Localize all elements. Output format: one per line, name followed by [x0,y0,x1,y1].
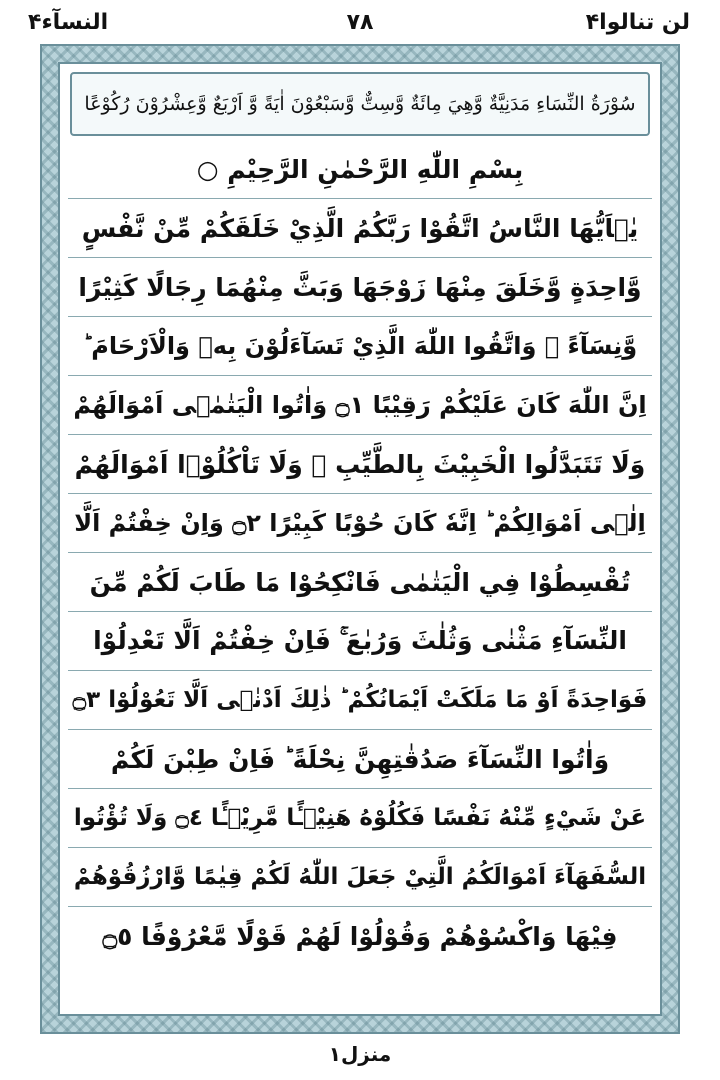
verse-line [68,907,652,965]
verse-lines [68,140,652,965]
verse-line [68,730,652,789]
verse-line [68,789,652,848]
verse-text: يٰۤاَيُّهَا النَّاسُ اتَّقُوْا رَبَّكُمُ الَّذِيْ خَلَقَكُمْ مِّنْ نَّفْسٍ [81,213,639,243]
verse-line [68,199,652,258]
page-header [0,6,720,46]
text-panel [58,62,662,1016]
page-footer [0,1042,720,1066]
verse-line [68,140,652,199]
verse-line [68,317,652,376]
verse-line [68,494,652,553]
verse-line [68,612,652,671]
verse-text: وَاٰتُوا النِّسَآءَ صَدُقٰتِهِنَّ نِحْلَةً ؕ فَاِنْ طِبْنَ لَكُمْ [110,744,610,774]
verse-text: عَنْ شَيْءٍ مِّنْهُ نَفْسًا فَكُلُوْهُ هَنِيْۤـًٔا مَّرِيْۤـًٔا ۝٤ وَلَا تُؤْتُوا [73,805,647,831]
surah-title: سُوْرَةُ النِّسَاءِ مَدَنِيَّةٌ وَّهِيَ مِائَةٌ وَّسِتٌّ وَّسَبْعُوْنَ اٰيَةً وَّ اَرْبَعٌ وَّعِشْرُوْنَ رُكُوْعًا [84,93,636,115]
verse-text: السُّفَهَآءَ اَمْوَالَكُمُ الَّتِيْ جَعَلَ اللّٰهُ لَكُمْ قِيٰمًا وَّارْزُقُوْهُمْ [73,864,647,890]
verse-text: تُقْسِطُوْا فِي الْيَتٰمٰى فَانْكِحُوْا مَا طَابَ لَكُمْ مِّنَ [89,567,631,597]
verse-text: اِنَّ اللّٰهَ كَانَ عَلَيْكُمْ رَقِيْبًا ۝١ وَاٰتُوا الْيَتٰمٰۤى اَمْوَالَهُمْ [73,391,647,419]
verse-text: وَّنِسَآءً ۚ وَاتَّقُوا اللّٰهَ الَّذِيْ تَسَآءَلُوْنَ بِهٖ وَالْاَرْحَامَ ؕ [82,332,638,360]
verse-text: النِّسَآءِ مَثْنٰى وَثُلٰثَ وَرُبٰعَ ۚ فَاِنْ خِفْتُمْ اَلَّا تَعْدِلُوْا [93,626,627,655]
page-number: ۷۸ [346,10,374,35]
verse-text: فِيْهَا وَاكْسُوْهُمْ وَقُوْلُوْا لَهُمْ قَوْلًا مَّعْرُوْفًا ۝٥ [102,921,618,951]
ornamental-border [40,44,680,1034]
para-name: لن تنالوا۴ [585,10,690,35]
verse-text: اِلٰۤى اَمْوَالِكُمْ ؕ اِنَّهٗ كَانَ حُوْبًا كَبِيْرًا ۝٢ وَاِنْ خِفْتُمْ اَلَّا [74,509,646,537]
verse-line [68,258,652,317]
verse-text: بِسْمِ اللّٰهِ الرَّحْمٰنِ الرَّحِيْمِ ○ [196,154,524,184]
surah-title-box [70,72,650,136]
verse-line [68,553,652,612]
verse-text: وَّاحِدَةٍ وَّخَلَقَ مِنْهَا زَوْجَهَا وَبَثَّ مِنْهُمَا رِجَالًا كَثِيْرًا [78,272,642,302]
verse-line [68,376,652,435]
verse-text: وَلَا تَتَبَدَّلُوا الْخَبِيْثَ بِالطَّيِّبِ ۪ وَلَا تَاْكُلُوْۤا اَمْوَالَهُمْ [74,449,646,479]
verse-text: فَوَاحِدَةً اَوْ مَا مَلَكَتْ اَيْمَانُكُمْ ؕ ذٰلِكَ اَدْنٰۤى اَلَّا تَعُوْلُوْا ۝٣ [72,687,648,713]
verse-line [68,435,652,494]
surah-name: النسآء۴ [28,10,109,35]
manzil-label: منزل۱ [328,1042,392,1066]
verse-line [68,848,652,907]
verse-line [68,671,652,730]
